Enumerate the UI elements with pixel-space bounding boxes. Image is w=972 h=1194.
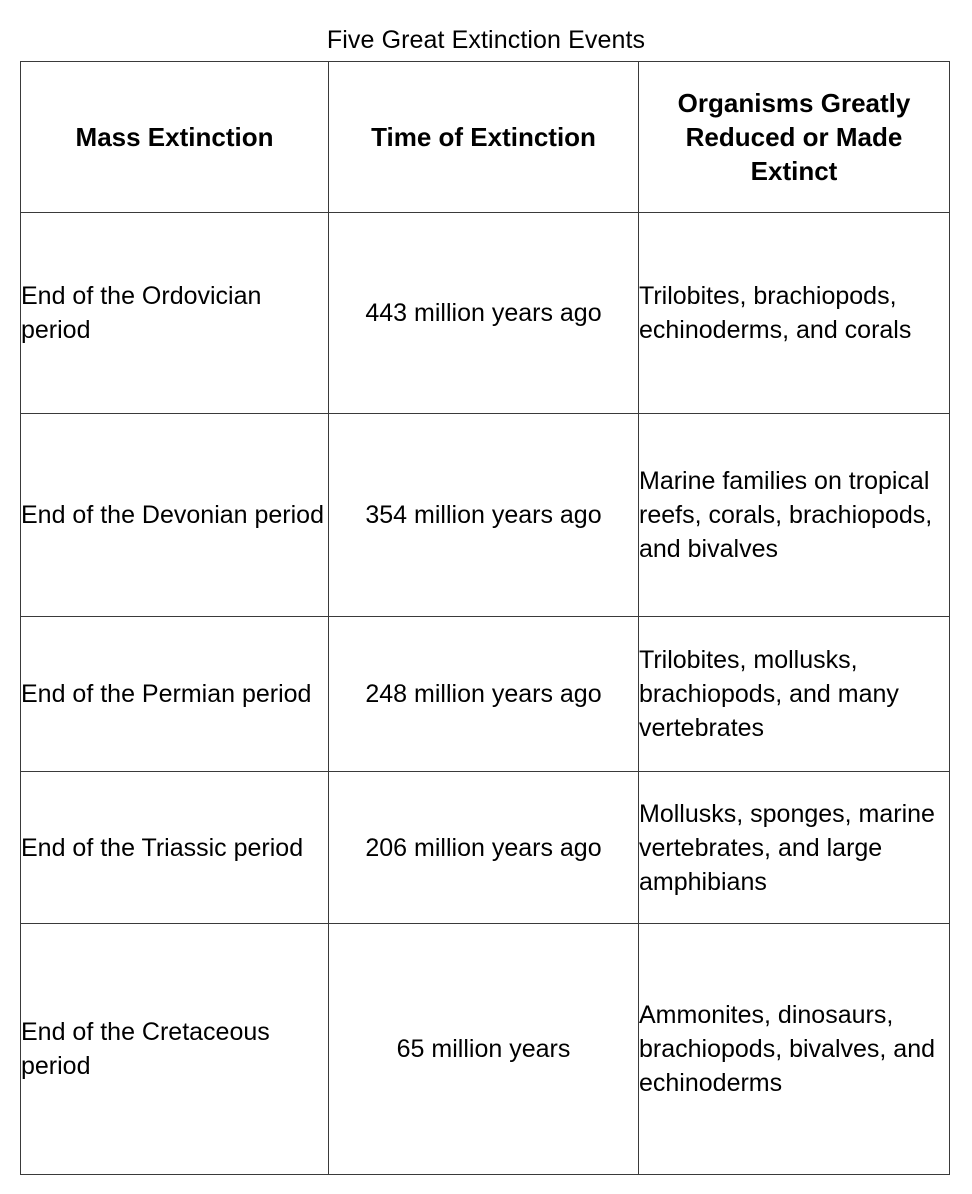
column-header-mass-extinction: Mass Extinction [21,62,329,213]
cell-mass-extinction: End of the Permian period [21,617,329,772]
table-row [21,213,950,414]
extinction-events-table [20,61,950,1175]
cell-mass-extinction: End of the Triassic period [21,772,329,924]
cell-organisms: Trilobites, mollusks, brachiopods, and many vertebrates [639,617,950,772]
column-header-organisms: Organisms Greatly Reduced or Made Extinct [639,62,950,213]
cell-mass-extinction: End of the Cretaceous period [21,924,329,1175]
page-title: Five Great Extinction Events [326,26,646,54]
cell-organisms: Trilobites, brachiopods, echinoderms, and corals [639,213,950,414]
table-row [21,414,950,617]
cell-organisms: Mollusks, sponges, marine vertebrates, and large amphibians [639,772,950,924]
table-row [21,617,950,772]
cell-time-of-extinction: 206 million years ago [329,772,639,924]
cell-organisms: Ammonites, dinosaurs, brachiopods, bivalves, and echinoderms [639,924,950,1175]
cell-time-of-extinction: 65 million years [329,924,639,1175]
cell-mass-extinction: End of the Devonian period [21,414,329,617]
cell-organisms: Marine families on tropical reefs, corals, brachiopods, and bivalves [639,414,950,617]
cell-time-of-extinction: 354 million years ago [329,414,639,617]
table-row [21,924,950,1175]
column-header-time-of-extinction: Time of Extinction [329,62,639,213]
cell-mass-extinction: End of the Ordovician period [21,213,329,414]
table-header-row [21,62,950,213]
cell-time-of-extinction: 443 million years ago [329,213,639,414]
table-row [21,772,950,924]
cell-time-of-extinction: 248 million years ago [329,617,639,772]
